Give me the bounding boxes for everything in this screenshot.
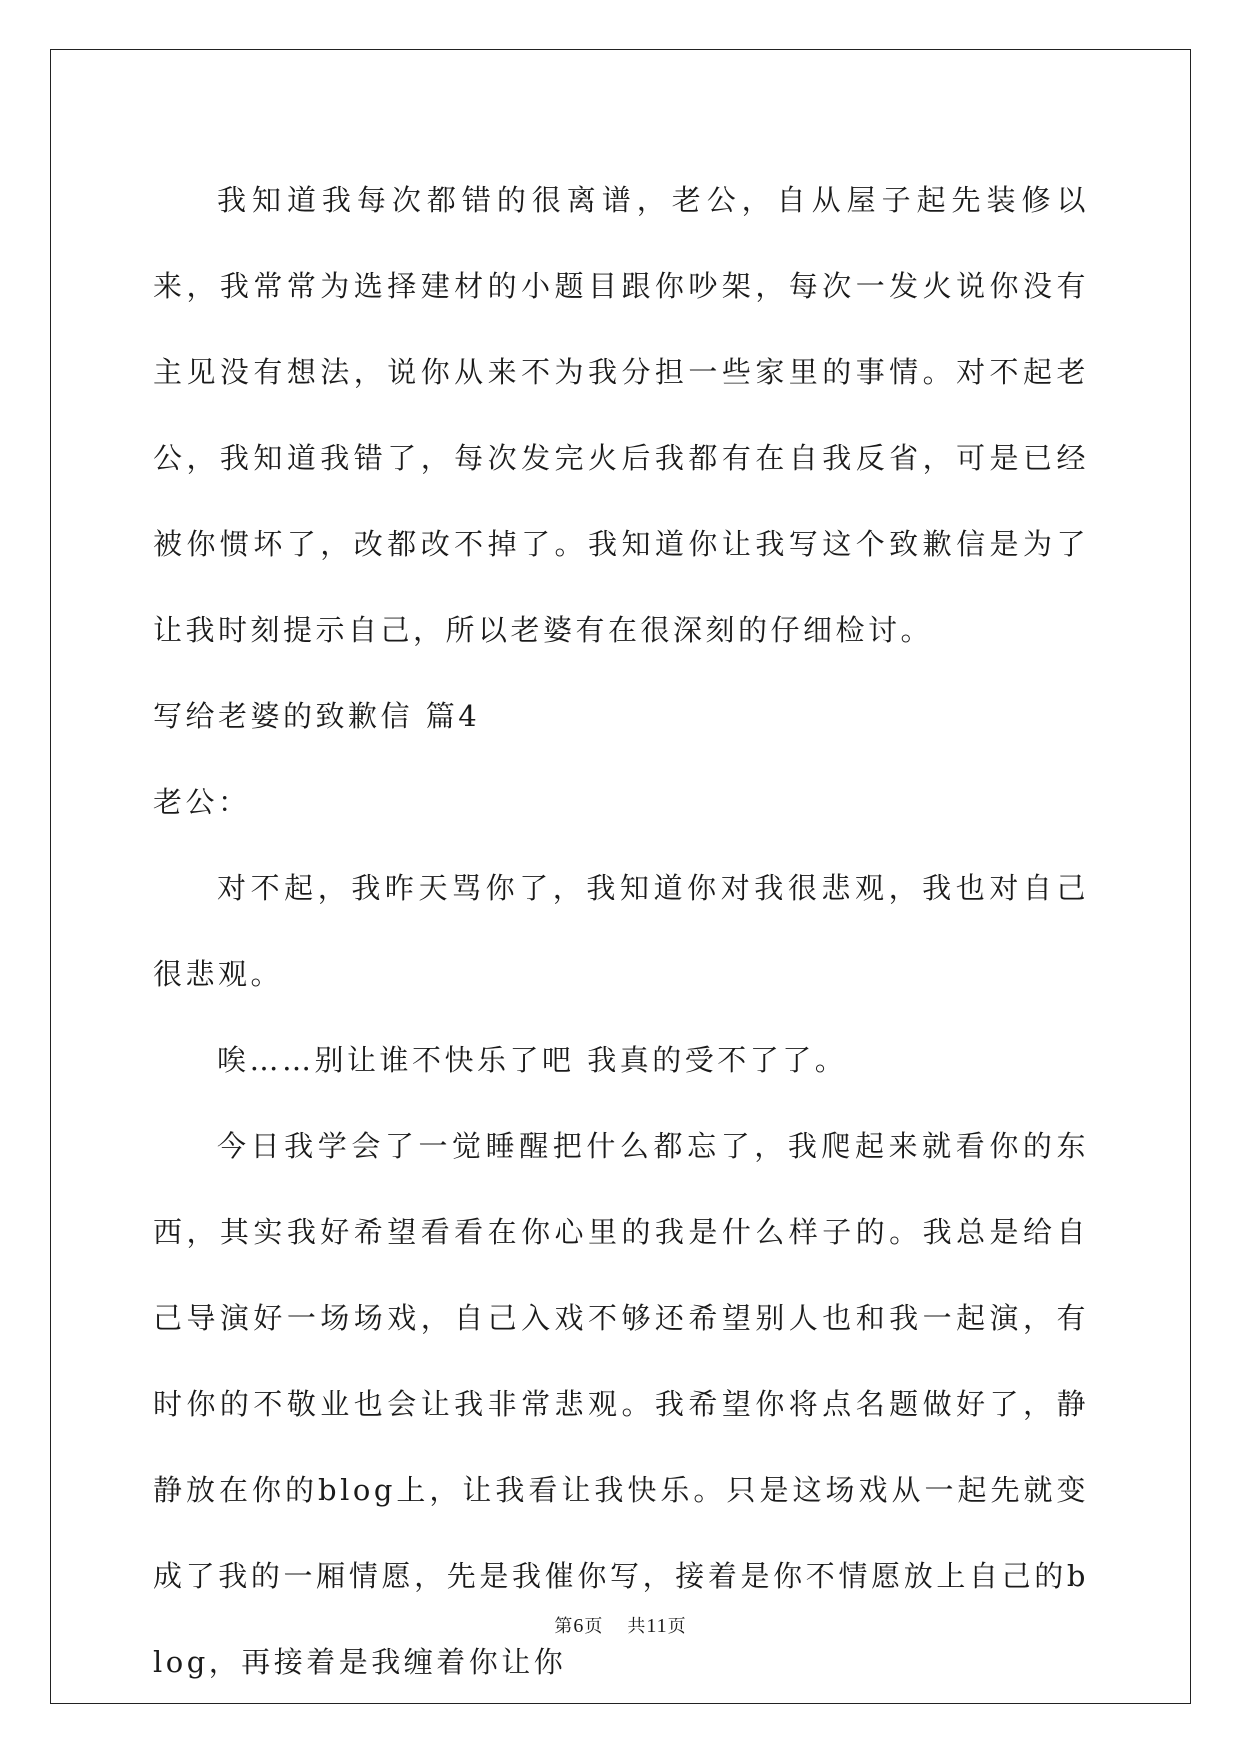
paragraph-body-2: 对不起，我昨天骂你了，我知道你对我很悲观，我也对自己很悲观。 [153,871,1089,991]
page-total-number: 11 [646,1615,668,1637]
page-footer [0,1612,1241,1638]
document-body [153,157,1089,1705]
section-heading: 写给老婆的致歉信 篇4 [153,699,481,733]
paragraph-body-1: 我知道我每次都错的很离谱，老公，自从屋子起先装修以来，我常常为选择建材的小题目跟你吵架，每次一发火说你没有主见没有想法，说你从来不为我分担一些家里的事情。对不起老公，我知道我错了，每次发完火后我都有在自我反省，可是已经被你惯坏了，改都改不掉了。我知道你让我写这个致歉信是为了让我时刻提示自己，所以老婆有在很深刻的仔细检讨。 [153,183,1089,647]
paragraph-body-3: 唉……别让谁不快乐了吧 我真的受不了了。 [217,1043,848,1077]
salutation: 老公： [153,785,251,819]
page-prefix: 第 [554,1616,574,1637]
page-mid: 页 [584,1616,604,1637]
total-prefix: 共 [627,1616,647,1637]
total-suffix: 页 [667,1616,687,1637]
page-current-number: 6 [573,1615,585,1637]
paragraph-body-4: 今日我学会了一觉睡醒把什么都忘了，我爬起来就看你的东西，其实我好希望看看在你心里的我是什么样子的。我总是给自己导演好一场场戏，自己入戏不够还希望别人也和我一起演，有时你的不敬业也会让我非常悲观。我希望你将点名题做好了，静静放在你的blog上，让我看让我快乐。只是这场戏从一起先就变成了我的一厢情愿，先是我催你写，接着是你不情愿放上自己的blog，再接着是我缠着你让你 [153,1129,1089,1679]
